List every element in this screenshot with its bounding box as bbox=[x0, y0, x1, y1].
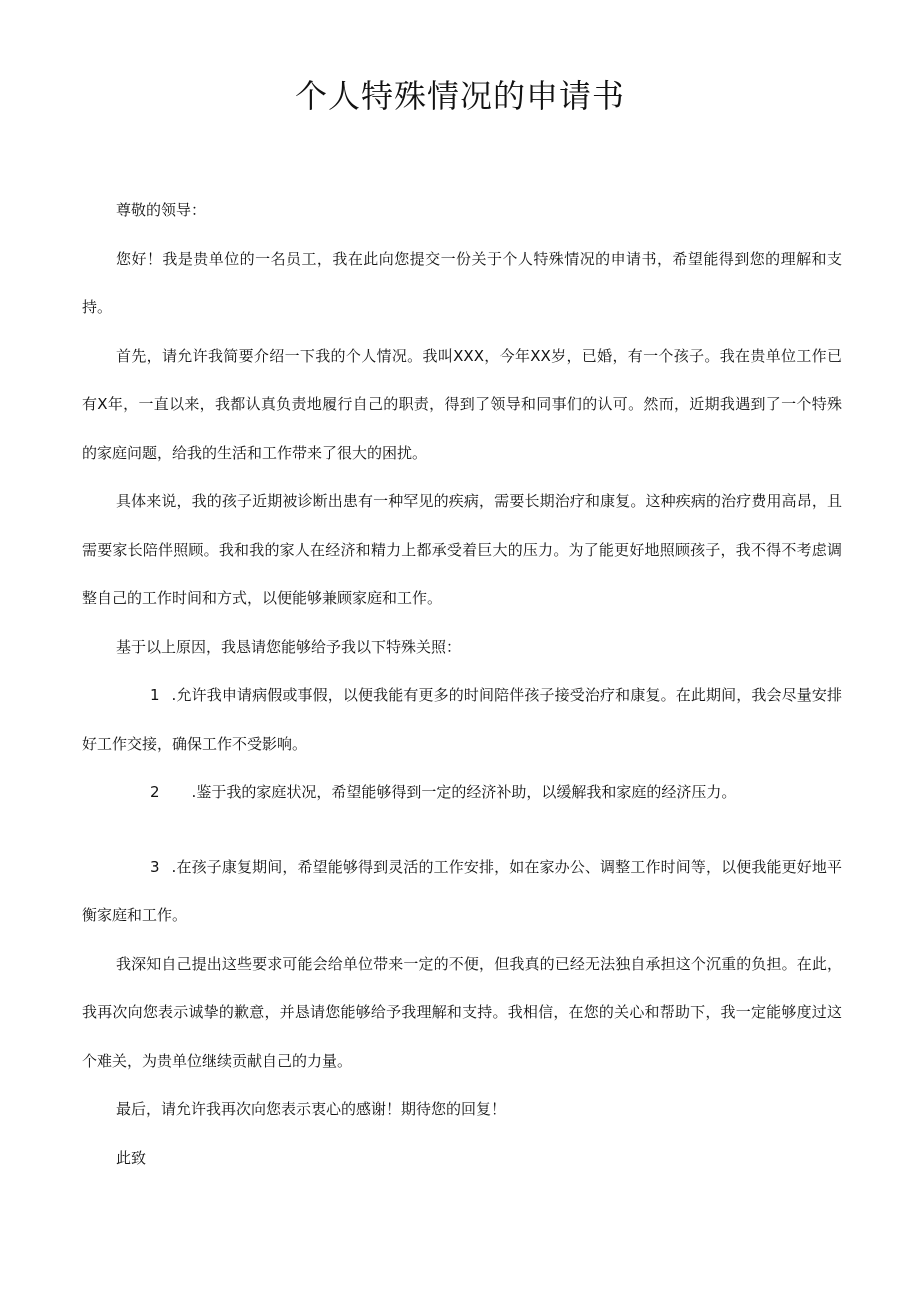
request-number: 1 bbox=[150, 686, 160, 704]
paragraph-thanks: 最后，请允许我再次向您表示衷心的感谢！期待您的回复！ bbox=[116, 1100, 507, 1118]
request-item-3 bbox=[82, 843, 842, 940]
paragraph-apology: 我深知自己提出这些要求可能会给单位带来一定的不便，但我真的已经无法独自承担这个沉重的负担。在此，我再次向您表示诚挚的歉意，并恳请您能够给予我理解和支持。我相信，在您的关心和帮助下，我一定能够度过这个难关，为贵单位继续贡献自己的力量。 bbox=[82, 954, 842, 1070]
salutation: 尊敬的领导： bbox=[116, 201, 207, 219]
request-item-1 bbox=[82, 671, 842, 768]
request-item-2 bbox=[82, 768, 842, 817]
request-text: .允许我申请病假或事假，以便我能有更多的时间陪伴孩子接受治疗和康复。在此期间，我会尽量安排好工作交接，确保工作不受影响。 bbox=[82, 686, 842, 753]
request-text: .在孩子康复期间，希望能够得到灵活的工作安排，如在家办公、调整工作时间等，以便我能更好地平衡家庭和工作。 bbox=[82, 857, 842, 924]
paragraph-details: 具体来说，我的孩子近期被诊断出患有一种罕见的疾病，需要长期治疗和康复。这种疾病的治疗费用高昂，且需要家长陪伴照顾。我和我的家人在经济和精力上都承受着巨大的压力。为了能更好地照顾孩子，我不得不考虑调整自己的工作时间和方式，以便能够兼顾家庭和工作。 bbox=[82, 492, 842, 607]
request-text: .鉴于我的家庭状况，希望能够得到一定的经济补助，以缓解我和家庭的经济压力。 bbox=[191, 783, 737, 801]
paragraph-background: 首先，请允许我简要介绍一下我的个人情况。我叫XXX，今年XX岁，已婚，有一个孩子。我在贵单位工作已有X年，一直以来，我都认真负责地履行自己的职责，得到了领导和同事们的认可。然而，近期我遇到了一个特殊的家庭问题，给我的生活和工作带来了很大的困扰。 bbox=[82, 346, 842, 462]
request-number: 3 bbox=[150, 857, 160, 876]
request-number: 2 bbox=[150, 783, 160, 801]
paragraph-intro: 您好！我是贵单位的一名员工，我在此向您提交一份关于个人特殊情况的申请书，希望能得到您的理解和支持。 bbox=[82, 249, 842, 316]
sign-off: 此致 bbox=[116, 1148, 147, 1167]
paragraph-request-lead: 基于以上原因，我恳请您能够给予我以下特殊关照： bbox=[116, 637, 462, 656]
document-body bbox=[82, 186, 842, 1182]
document-title: 个人特殊情况的申请书 bbox=[294, 77, 625, 115]
